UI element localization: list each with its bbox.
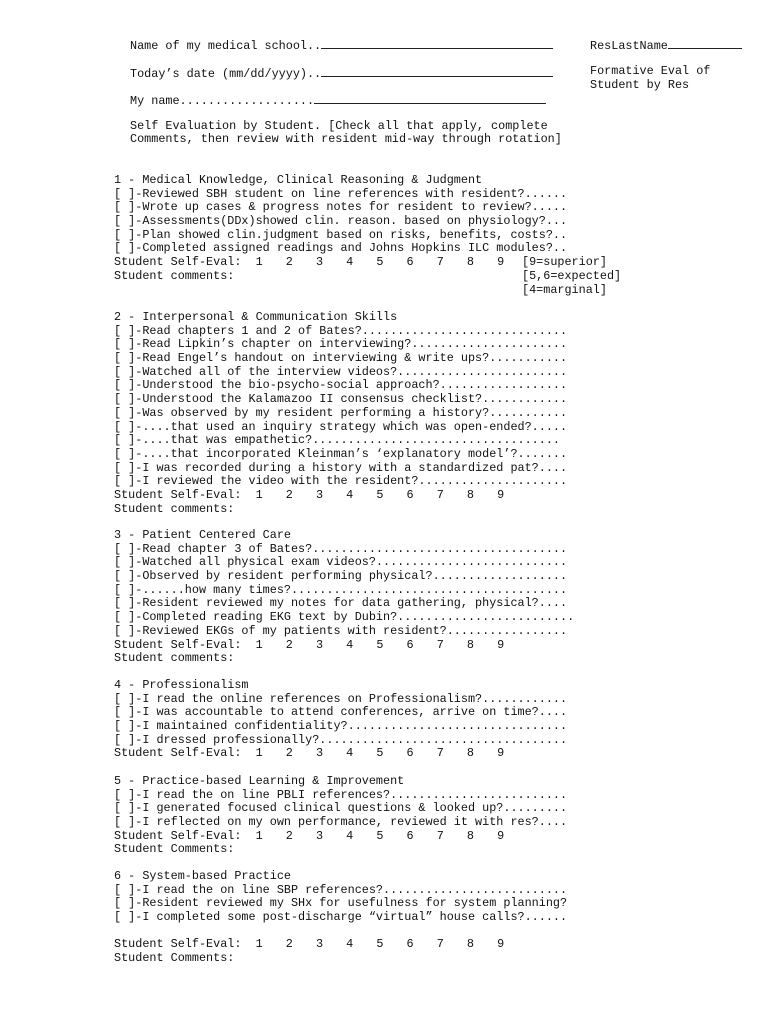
self-eval-row xyxy=(114,747,614,761)
instructions-line-1: Self Evaluation by Student. [Check all that apply, complete xyxy=(130,119,548,133)
section-interpersonal-communication xyxy=(114,311,614,516)
checklist-item[interactable]: [ ]-I read the online references on Professionalism?............ xyxy=(114,691,568,706)
checklist-item[interactable]: [ ]-....that used an inquiry strategy which was open-ended?..... xyxy=(114,419,568,434)
school-name-row xyxy=(130,37,553,54)
checklist-item[interactable]: [ ]-Completed assigned readings and Johns Hopkins ILC modules?.. xyxy=(114,241,568,256)
section-title: 1 - Medical Knowledge, Clinical Reasoning & Judgment xyxy=(114,173,483,187)
legend-expected: [5,6=expected] xyxy=(522,269,622,283)
self-eval-row xyxy=(114,489,614,503)
checklist-item[interactable]: [ ]-Completed reading EKG text by Dubin?......................... xyxy=(114,610,575,625)
comments-label[interactable]: Student comments: xyxy=(114,651,235,666)
comments-label[interactable]: Student comments: xyxy=(114,501,235,516)
checklist-item[interactable]: [ ]-Understood the bio-psycho-social approach?.................. xyxy=(114,378,568,393)
checklist-item[interactable]: [ ]-Resident reviewed my SHx for usefulness for system planning? xyxy=(114,896,568,911)
checklist-item[interactable]: [ ]-Read Lipkin’s chapter on interviewing?...................... xyxy=(114,337,568,352)
section-title: 3 - Patient Centered Care xyxy=(114,528,291,542)
my-name-label: My name................... xyxy=(130,94,315,108)
checklist-item[interactable]: [ ]-I was accountable to attend conferences, arrive on time?.... xyxy=(114,705,568,720)
checklist-item[interactable]: [ ]-Resident reviewed my notes for data gathering, physical?.... xyxy=(114,596,568,611)
self-eval-scale[interactable]: 1 2 3 4 5 6 7 8 9 xyxy=(255,746,505,761)
self-eval-label: Student Self-Eval: xyxy=(114,255,242,270)
checklist-item[interactable]: [ ]-I dressed professionally?................................... xyxy=(114,732,568,747)
section-practice-based-learning xyxy=(114,775,614,857)
section-patient-centered-care xyxy=(114,529,614,666)
checklist-item[interactable]: [ ]-I read the on line SBP references?.......................... xyxy=(114,882,568,897)
my-name-row xyxy=(130,92,546,109)
checklist-item[interactable]: [ ]-Read chapters 1 and 2 of Bates?............................. xyxy=(114,323,568,338)
self-eval-scale[interactable]: 1 2 3 4 5 6 7 8 9 xyxy=(255,255,505,270)
section-professionalism xyxy=(114,679,614,761)
checklist-item[interactable]: [ ]-Watched all of the interview videos?........................ xyxy=(114,364,568,379)
checklist-item[interactable]: [ ]-Read Engel’s handout on interviewing & write ups?........... xyxy=(114,351,568,366)
checklist-item[interactable]: [ ]-Plan showed clin.judgment based on risks, benefits, costs?.. xyxy=(114,227,568,242)
self-eval-label: Student Self-Eval: xyxy=(114,828,242,843)
school-name-field[interactable] xyxy=(321,37,553,49)
legend-superior: [9=superior] xyxy=(522,255,607,269)
date-field[interactable] xyxy=(321,65,553,77)
self-eval-label: Student Self-Eval: xyxy=(114,746,242,761)
self-eval-scale[interactable]: 1 2 3 4 5 6 7 8 9 xyxy=(255,487,505,502)
date-row xyxy=(130,65,553,82)
checklist-item[interactable]: [ ]-Was observed by my resident performing a history?........... xyxy=(114,405,568,420)
checklist-item[interactable]: [ ]-I generated focused clinical questions & looked up?......... xyxy=(114,801,568,816)
self-eval-scale[interactable]: 1 2 3 4 5 6 7 8 9 xyxy=(255,937,505,952)
comments-label[interactable]: Student comments: xyxy=(114,268,235,283)
checklist-item[interactable]: [ ]-....that incorporated Kleinman’s ‘explanatory model’?....... xyxy=(114,446,568,461)
res-last-name-label: ResLastName xyxy=(590,39,668,53)
comments-label[interactable]: Student Comments: xyxy=(114,842,235,857)
checklist-item[interactable]: [ ]-Reviewed EKGs of my patients with resident?................. xyxy=(114,623,568,638)
section-title: 2 - Interpersonal & Communication Skills xyxy=(114,310,398,324)
section-title: 5 - Practice-based Learning & Improvement xyxy=(114,774,405,788)
checklist-item[interactable]: [ ]-I reviewed the video with the resident?..................... xyxy=(114,474,568,489)
checklist-item[interactable]: [ ]-I reflected on my own performance, reviewed it with res?.... xyxy=(114,815,568,830)
checklist-item[interactable]: [ ]-Reviewed SBH student on line references with resident?...... xyxy=(114,186,568,201)
self-eval-scale[interactable]: 1 2 3 4 5 6 7 8 9 xyxy=(255,637,505,652)
my-name-field[interactable] xyxy=(314,92,546,104)
self-eval-row xyxy=(114,830,614,844)
comments-label[interactable]: Student Comments: xyxy=(114,951,235,966)
section-title: 6 - System-based Practice xyxy=(114,869,291,883)
checklist-item[interactable]: [ ]-Read chapter 3 of Bates?.................................... xyxy=(114,541,568,556)
checklist-item[interactable]: [ ]-......how many times?....................................... xyxy=(114,582,568,597)
checklist-item[interactable]: [ ]-....that was empathetic?................................... xyxy=(114,433,560,448)
self-eval-row xyxy=(114,639,614,653)
checklist-item[interactable]: [ ]-I maintained confidentiality?............................... xyxy=(114,719,568,734)
section-system-based-practice xyxy=(114,870,614,966)
school-name-label: Name of my medical school.. xyxy=(130,39,322,53)
checklist-item[interactable]: [ ]-I read the on line PBLI references?......................... xyxy=(114,787,568,802)
self-eval-scale[interactable]: 1 2 3 4 5 6 7 8 9 xyxy=(255,828,505,843)
section-title: 4 - Professionalism xyxy=(114,678,249,692)
checklist-item[interactable]: [ ]-I was recorded during a history with a standardized pat?.... xyxy=(114,460,568,475)
checklist-item[interactable]: [ ]-Observed by resident performing physical?................... xyxy=(114,569,568,584)
checklist-item[interactable]: [ ]-Watched all physical exam videos?........................... xyxy=(114,555,568,570)
student-by-res-title: Student by Res xyxy=(590,78,690,92)
self-eval-label: Student Self-Eval: xyxy=(114,937,242,952)
checklist-item[interactable]: [ ]-Understood the Kalamazoo II consensus checklist?............ xyxy=(114,392,568,407)
instructions-line-2: Comments, then review with resident mid-way through rotation] xyxy=(130,132,562,146)
formative-eval-title: Formative Eval of xyxy=(590,64,711,78)
date-label: Today’s date (mm/dd/yyyy).. xyxy=(130,67,322,81)
checklist-item[interactable]: [ ]-Assessments(DDx)showed clin. reason. based on physiology?... xyxy=(114,214,568,229)
res-last-name-row xyxy=(590,37,742,54)
res-last-name-field[interactable] xyxy=(668,37,742,49)
checklist-item[interactable]: [ ]-I completed some post-discharge “virtual” house calls?...... xyxy=(114,910,568,925)
legend-marginal: [4=marginal] xyxy=(522,283,607,297)
checklist-item[interactable]: [ ]-Wrote up cases & progress notes for resident to review?..... xyxy=(114,200,568,215)
self-eval-label: Student Self-Eval: xyxy=(114,637,242,652)
self-eval-label: Student Self-Eval: xyxy=(114,487,242,502)
self-eval-row xyxy=(114,938,614,952)
